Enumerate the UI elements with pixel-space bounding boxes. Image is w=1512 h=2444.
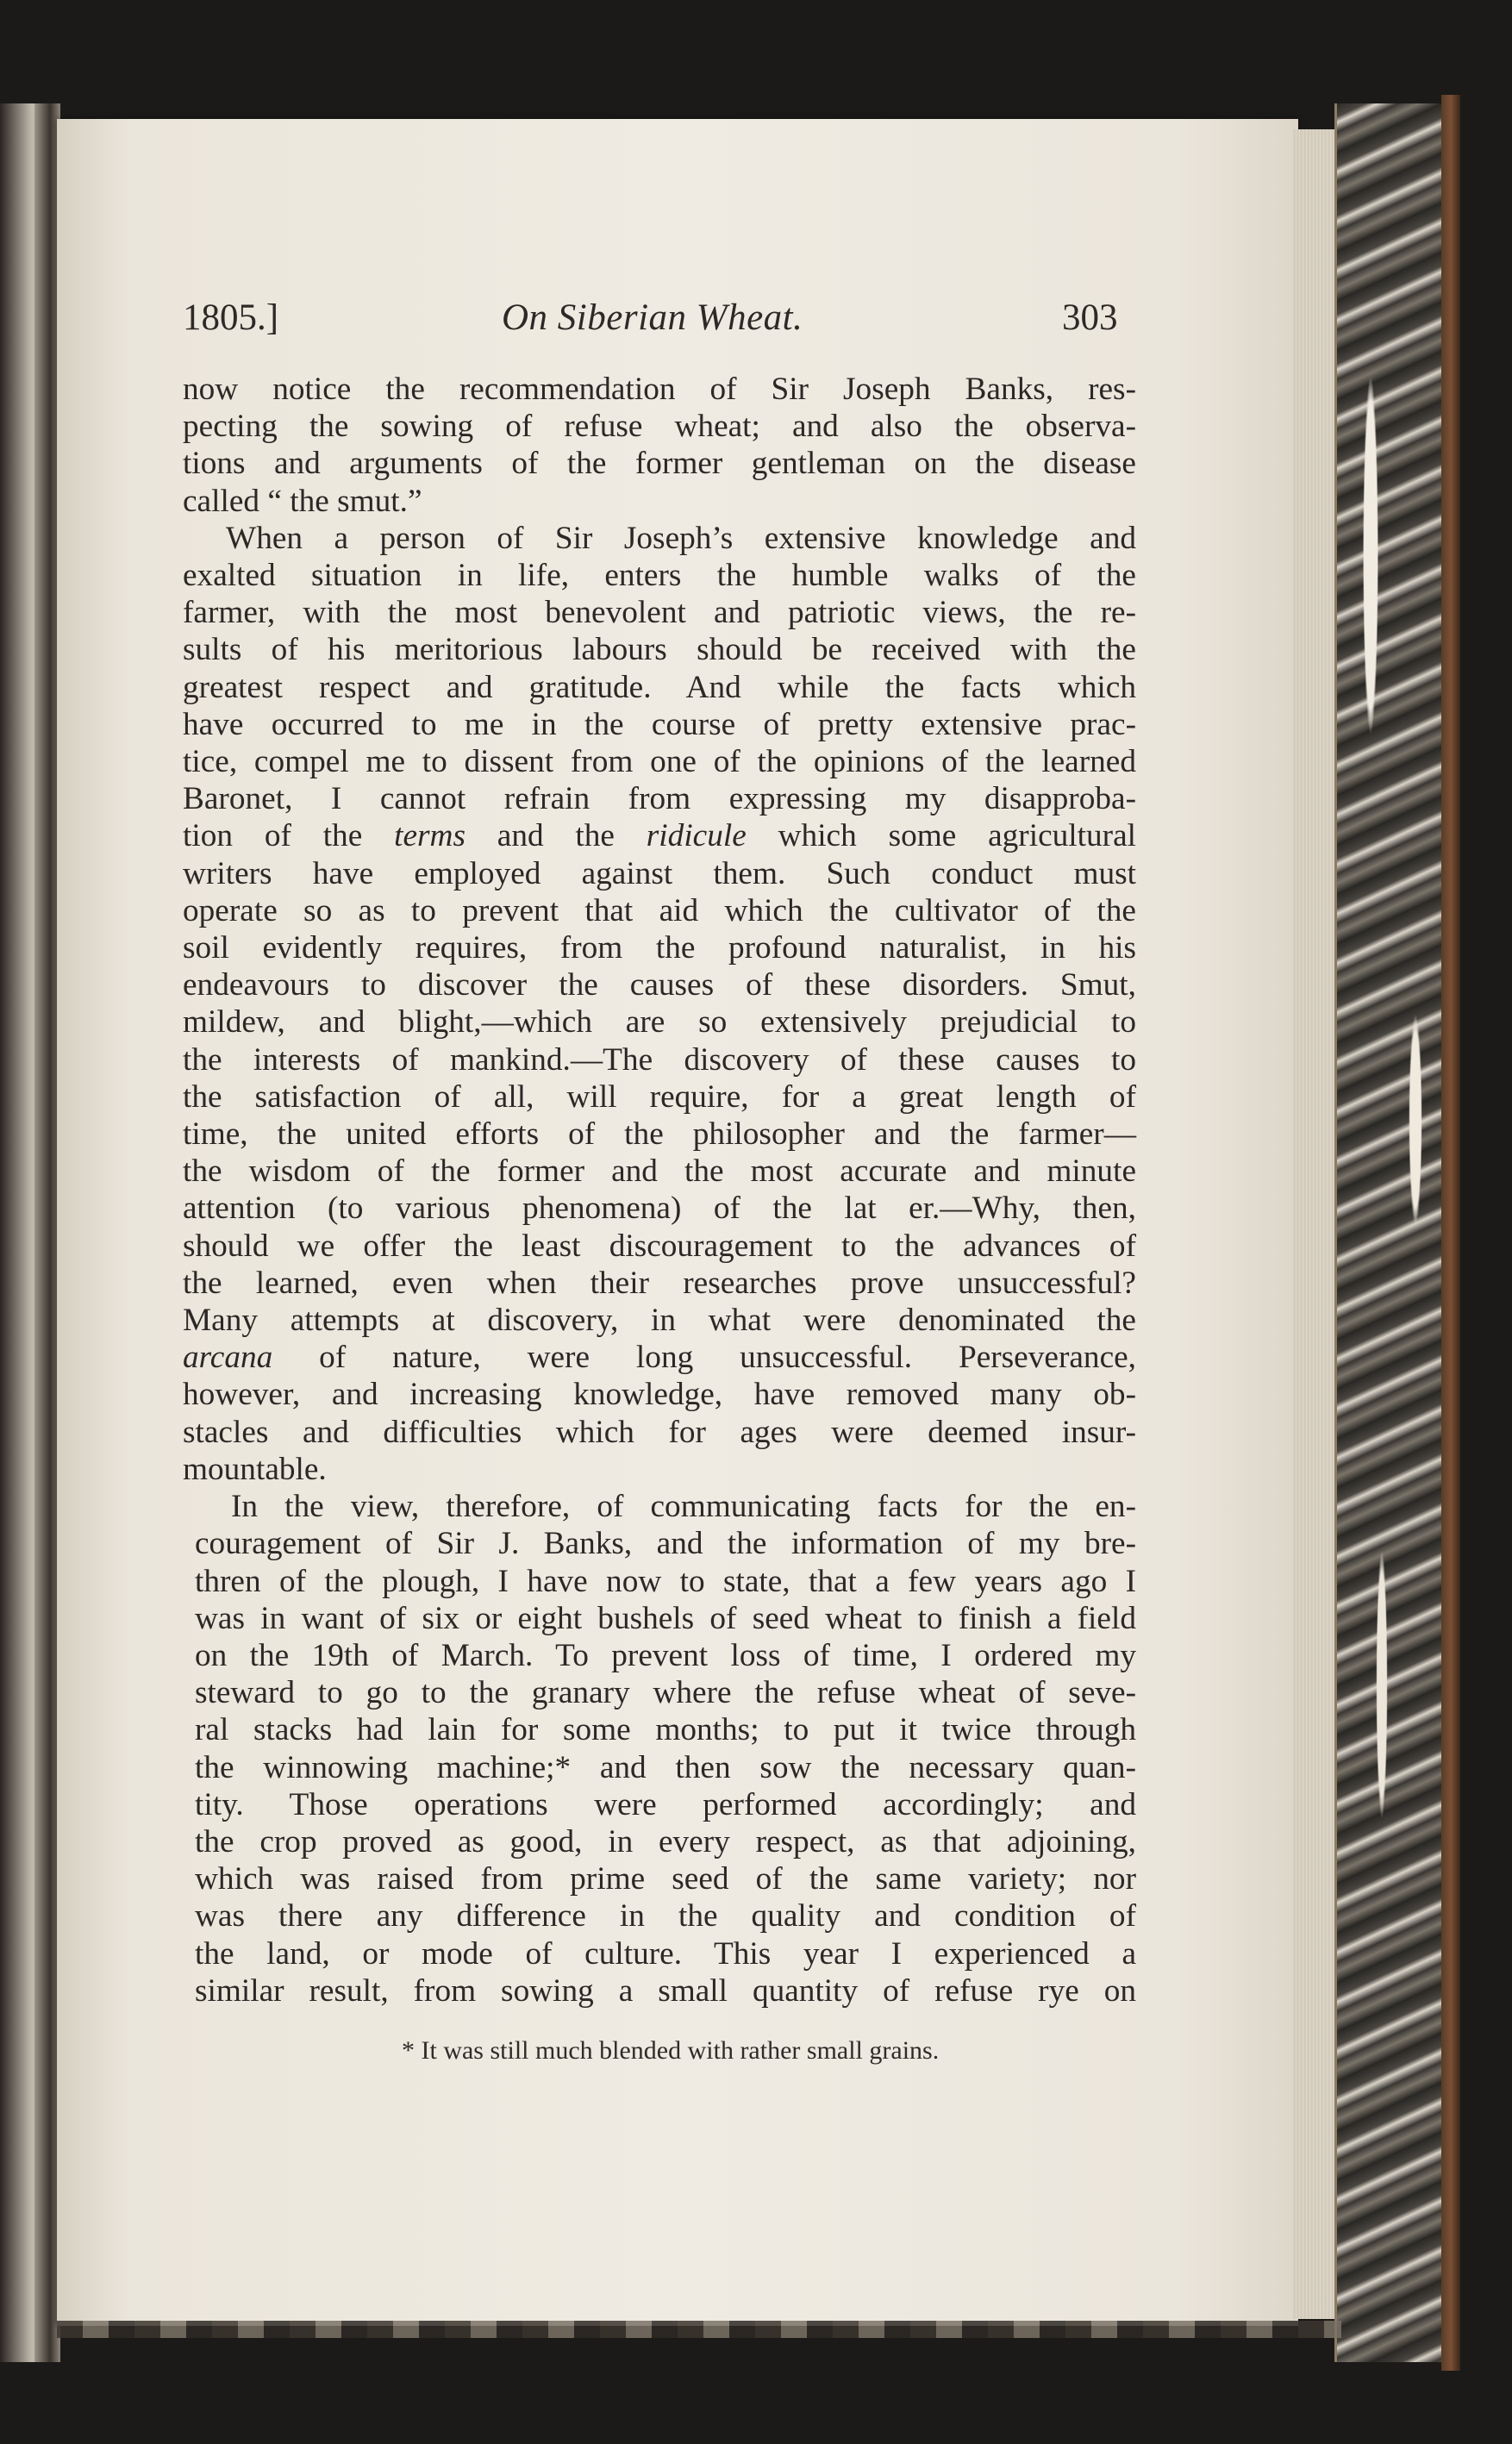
text-line: tions and arguments of the former gentleman on the disease: [183, 446, 1136, 482]
page-number: 303: [1062, 297, 1118, 338]
text-line: mountable.: [183, 1451, 327, 1487]
text-line: tice, compel me to dissent from one of the opinions of the learned: [183, 744, 1136, 780]
text-line: ral stacks had lain for some months; to put it twice through: [195, 1712, 1136, 1748]
italic-term: terms: [394, 818, 465, 854]
text-line: the wisdom of the former and the most accurate and minute: [183, 1153, 1136, 1190]
text-line: tity. Those operations were performed accordingly; and: [195, 1786, 1136, 1822]
text-line-with-italics: [183, 817, 1136, 854]
text-run: of nature, were long unsuccessful. Perseverance,: [272, 1340, 1136, 1376]
text-line: stacles and difficulties which for ages were deemed insur-: [183, 1414, 1136, 1450]
text-line: now notice the recommendation of Sir Joseph Banks, res-: [183, 372, 1136, 407]
text-line: the winnowing machine;* and then sow the necessary quan-: [195, 1749, 1136, 1785]
text-run: which some agricultural: [746, 818, 1136, 854]
text-line: mildew, and blight,—which are so extensively prejudicial to: [183, 1004, 1136, 1041]
body-text: [183, 371, 1136, 2010]
text-line: couragement of Sir J. Banks, and the information of my bre-: [195, 1526, 1136, 1562]
text-line: steward to go to the granary where the refuse wheat of seve-: [195, 1675, 1136, 1711]
text-line: thren of the plough, I have now to state, that a few years ago I: [195, 1563, 1136, 1599]
text-line: Baronet, I cannot refrain from expressing my disapproba-: [183, 781, 1136, 817]
text-line: however, and increasing knowledge, have removed many ob-: [183, 1377, 1136, 1413]
text-line: operate so as to prevent that aid which the cultivator of the: [183, 892, 1136, 928]
text-run: and the: [465, 818, 647, 854]
italic-term: arcana: [183, 1340, 273, 1376]
text-line: endeavours to discover the causes of these disorders. Smut,: [183, 967, 1136, 1003]
text-line: should we offer the least discouragement to the advances of: [183, 1228, 1136, 1264]
text-line: attention (to various phenomena) of the lat er.—Why, then,: [183, 1191, 1136, 1227]
text-line: the learned, even when their researches prove unsuccessful?: [183, 1265, 1136, 1301]
text-line: farmer, with the most benevolent and patriotic views, the re-: [183, 595, 1136, 631]
text-line: which was raised from prime seed of the same variety; nor: [195, 1861, 1136, 1897]
page-edges: [1293, 129, 1336, 2319]
text-run: tion of the: [183, 818, 395, 854]
footnote: * It was still much blended with rather small grains.: [402, 2036, 940, 2065]
text-line: Many attempts at discovery, in what were denominated the: [183, 1303, 1136, 1339]
header-title: On Siberian Wheat.: [502, 297, 803, 338]
text-line: the crop proved as good, in every respect, as that adjoining,: [195, 1823, 1136, 1860]
text-line: soil evidently requires, from the profound naturalist, in his: [183, 930, 1136, 966]
text-line: When a person of Sir Joseph’s extensive knowledge and: [226, 520, 1136, 556]
italic-term: ridicule: [646, 818, 747, 854]
text-line: time, the united efforts of the philosopher and the farmer—: [183, 1116, 1136, 1153]
text-line: was there any difference in the quality and condition of: [195, 1898, 1136, 1935]
text-line: pecting the sowing of refuse wheat; and also the observa-: [183, 409, 1136, 445]
text-line: the interests of mankind.—The discovery of these causes to: [183, 1041, 1136, 1078]
bottom-page-edge: [57, 2321, 1341, 2338]
text-line: called “ the smut.”: [183, 483, 422, 519]
text-line: exalted situation in life, enters the humble walks of the: [183, 558, 1136, 594]
text-line: on the 19th of March. To prevent loss of time, I ordered my: [195, 1637, 1136, 1673]
marbled-cover: [1334, 103, 1449, 2362]
running-header: [183, 297, 1131, 345]
text-line: sults of his meritorious labours should be received with the: [183, 632, 1136, 668]
text-line: greatest respect and gratitude. And while the facts which: [183, 669, 1136, 705]
text-line: the land, or mode of culture. This year I experienced a: [195, 1935, 1136, 1972]
text-line: have occurred to me in the course of pretty extensive prac-: [183, 706, 1136, 742]
text-line: In the view, therefore, of communicating facts for the en-: [231, 1489, 1136, 1525]
text-line: the satisfaction of all, will require, for a great length of: [183, 1078, 1136, 1115]
leather-spine-edge: [1441, 95, 1460, 2371]
text-line: was in want of six or eight bushels of seed wheat to finish a field: [195, 1600, 1136, 1636]
header-year: 1805.]: [183, 297, 279, 338]
text-line: writers have employed against them. Such conduct must: [183, 855, 1136, 891]
text-line-with-italics: [183, 1339, 1136, 1376]
text-line: similar result, from sowing a small quantity of refuse rye on: [195, 1972, 1136, 2009]
